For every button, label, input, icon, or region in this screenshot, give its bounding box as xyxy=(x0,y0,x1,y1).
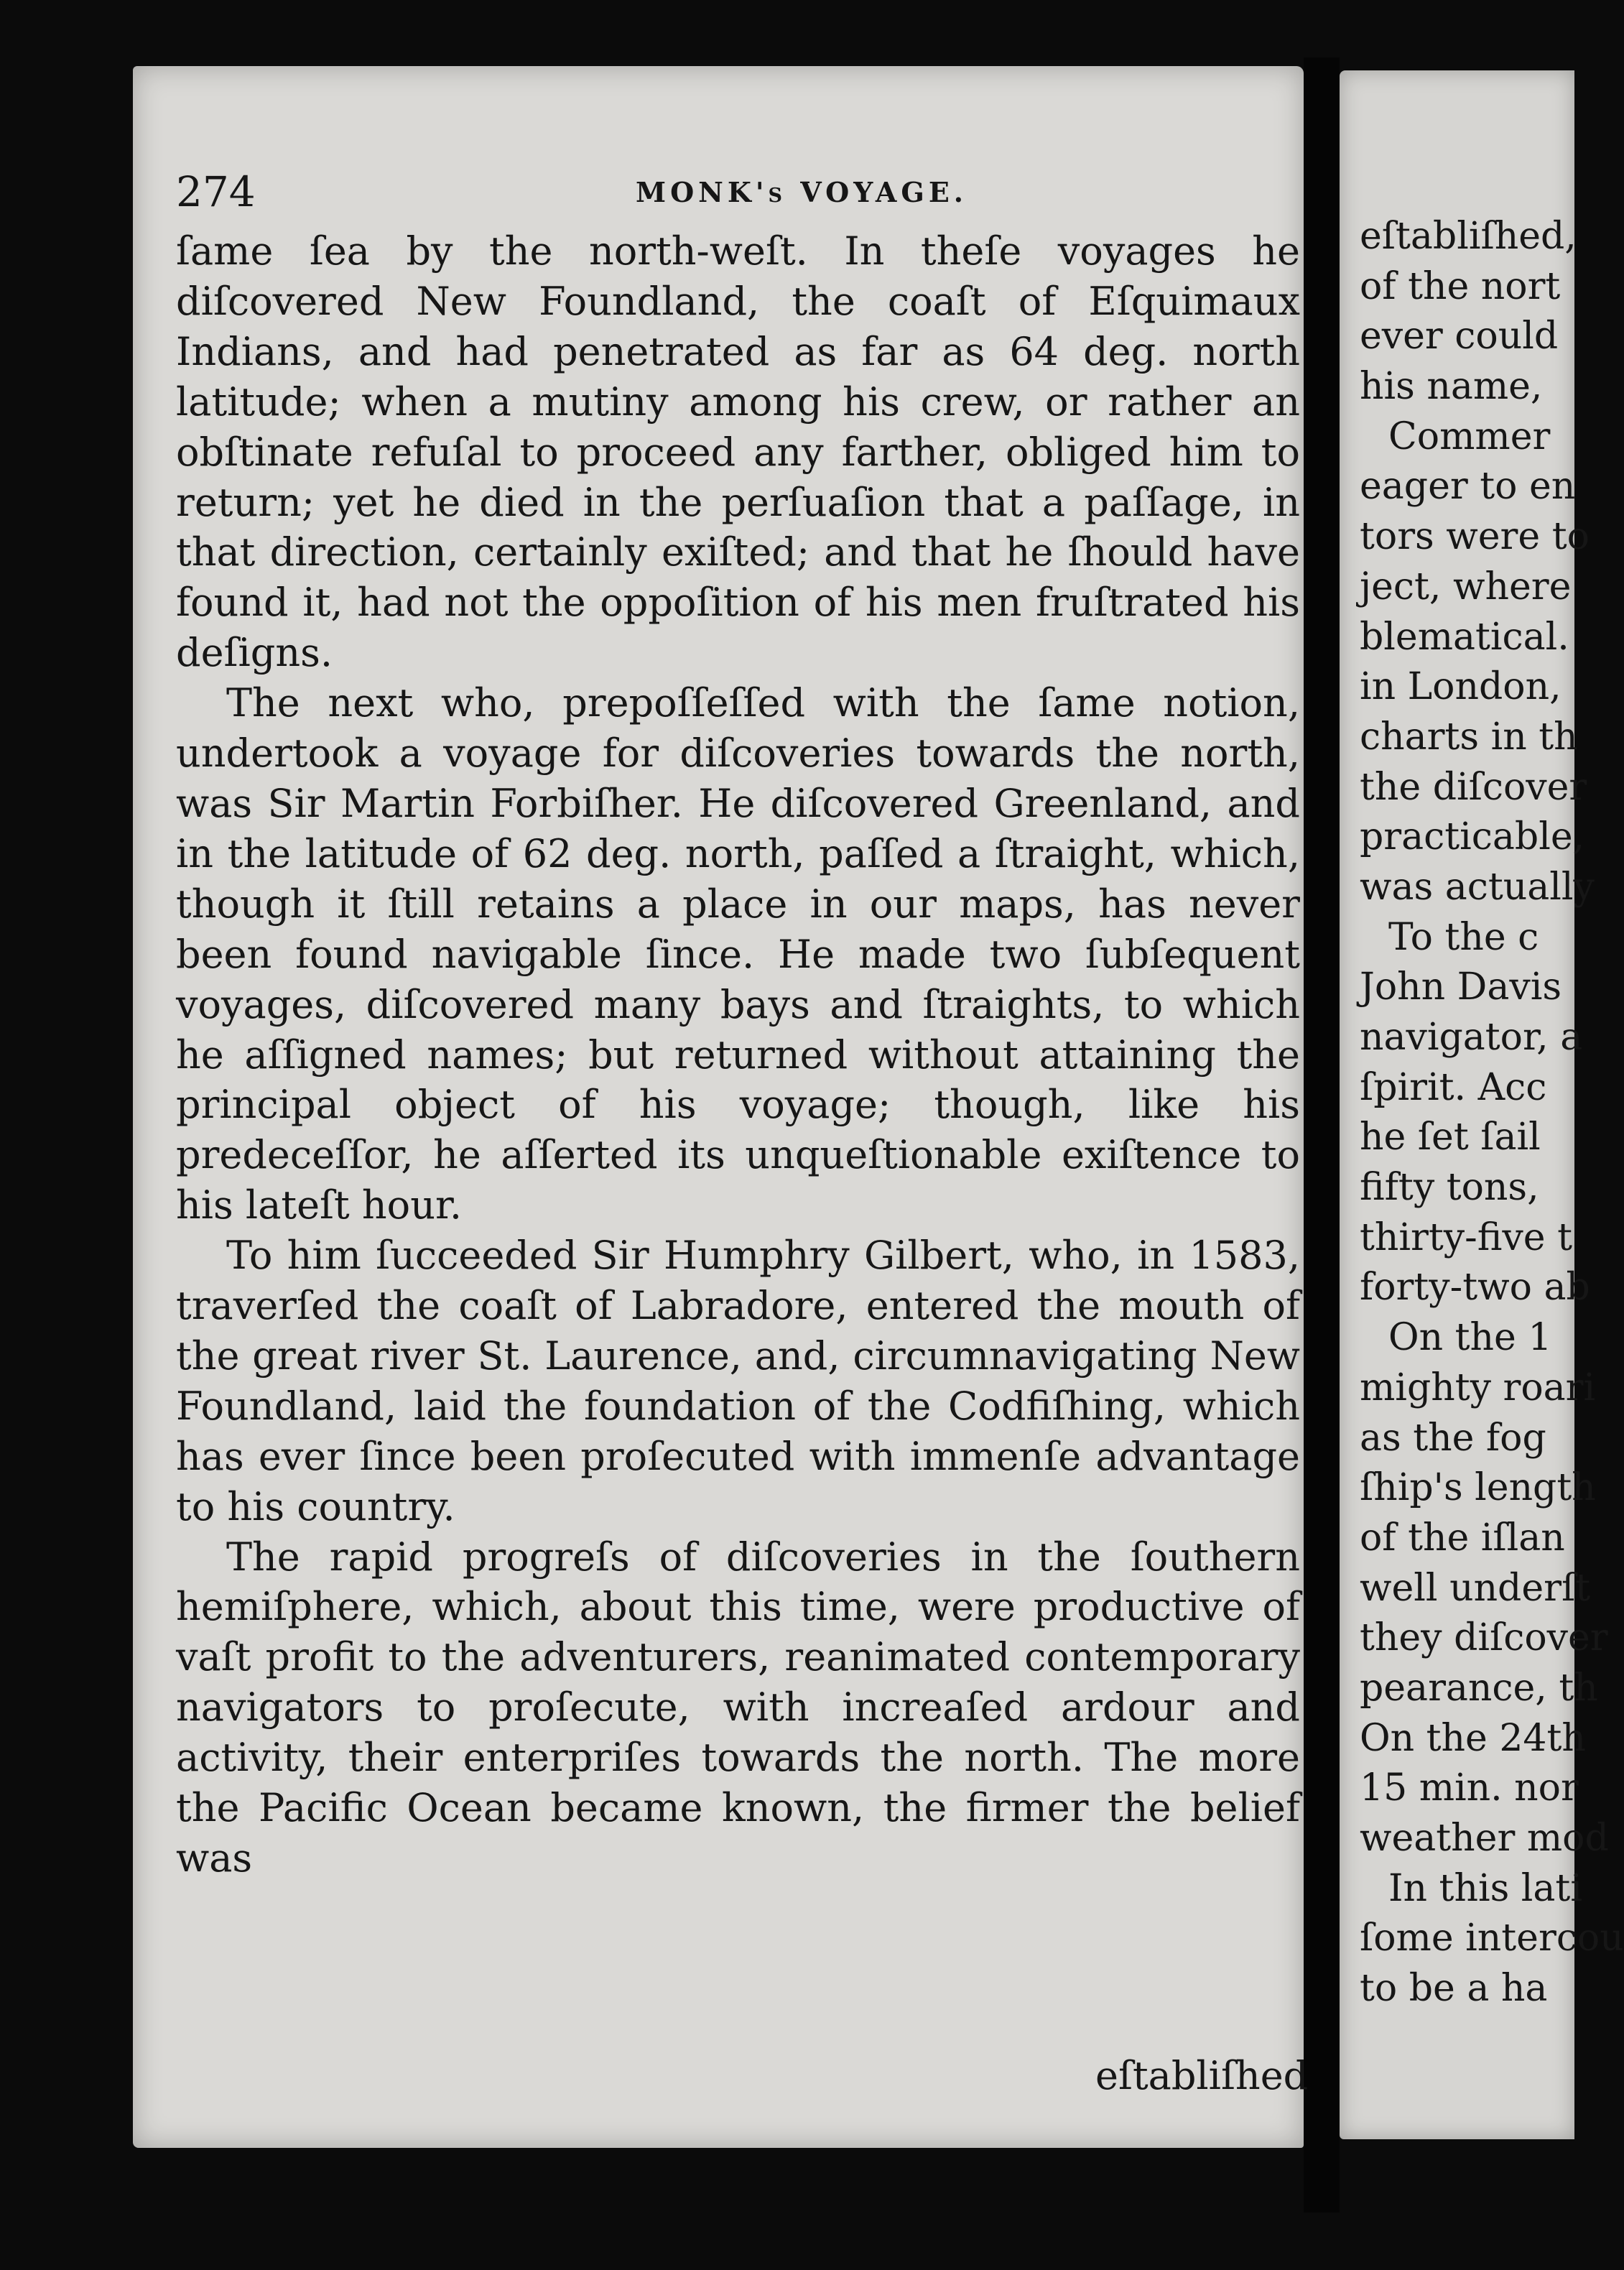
right-line: thirty-five t xyxy=(1360,1215,1572,1259)
right-line: the diſcover xyxy=(1360,765,1587,809)
right-line: On the 1 xyxy=(1388,1316,1552,1360)
right-line: ſhip's length xyxy=(1360,1466,1596,1510)
right-line: mighty roari xyxy=(1360,1366,1596,1409)
right-line: eager to en xyxy=(1360,465,1576,509)
paragraph-1: ſame ſea by the north-weſt. In theſe voyages he diſcovered New Foundland, the coaſt of Eſquimaux Indians, and had penetrated as far as 64 deg. north latitude; when a mutiny among his crew, or rather an obſtinate refuſal to proceed any farther, obliged him to return; yet he died in the perſuaſion that a paſſage, in that direction, certainly exiſted; and that he ſhould have found it, had not the oppoſition of his men fruſtrated his deſigns. xyxy=(176,228,1300,676)
right-line: eſtabliſhed, xyxy=(1360,215,1577,258)
right-line: as the fog xyxy=(1360,1416,1546,1460)
right-line: of the nort xyxy=(1360,264,1561,308)
right-line: ever could xyxy=(1360,315,1559,358)
right-line: well underſt xyxy=(1360,1566,1591,1610)
catchword: eſtabliſhed xyxy=(1095,2053,1309,2098)
right-line: John Davis xyxy=(1360,965,1562,1009)
right-line: ſpirit. Acc xyxy=(1360,1065,1547,1109)
right-line: 15 min. nor xyxy=(1360,1766,1579,1810)
right-line: To the c xyxy=(1388,915,1539,959)
right-line: his name, xyxy=(1360,365,1543,409)
right-line: forty-two ab xyxy=(1360,1266,1590,1310)
right-page-text xyxy=(1360,212,1624,2014)
right-line: ject, where xyxy=(1360,565,1572,608)
right-line: charts in th xyxy=(1360,715,1578,759)
paragraph-2: The next who, prepoſſeſſed with the ſame notion, undertook a voyage for diſcoveries towards the north, was Sir Martin Forbiſher. He diſcovered Greenland, and in the latitude of 62 deg. north, paſſed a ſtraight, which, though it ſtill retains a place in our maps, has never been found navigable ſince. He made two ſubſequent voyages, diſcovered many bays and ſtraights, to which he aſſigned names; but returned without attaining the principal object of his voyage; though, like his predeceſſor, he aſſerted its unqueſtionable exiſtence to his lateſt hour. xyxy=(176,680,1300,1228)
right-line: was actually xyxy=(1360,865,1595,909)
paragraph-3: To him ſucceeded Sir Humphry Gilbert, who, in 1583, traverſed the coaſt of Labradore, entered the mouth of the great river St. Laurence, and, circumnavigating New Foundland, laid the foundation of the Codfiſhing, which has ever ſince been proſecuted with immenſe advantage to his country. xyxy=(176,1233,1300,1529)
right-line: On the 24th xyxy=(1360,1716,1586,1760)
page-header xyxy=(176,162,1296,223)
right-line: he ſet ſail xyxy=(1360,1116,1541,1159)
right-line: In this lati xyxy=(1388,1866,1582,1910)
right-line: navigator, a xyxy=(1360,1016,1583,1059)
running-head: MONK's VOYAGE. xyxy=(636,176,968,208)
right-line: fifty tons, xyxy=(1360,1166,1539,1210)
right-line: practicable, xyxy=(1360,815,1585,859)
right-line: in London, xyxy=(1360,665,1562,709)
left-page-body xyxy=(176,226,1300,1884)
right-line: ſome intercou xyxy=(1360,1917,1624,1960)
right-line: pearance, th xyxy=(1360,1666,1598,1710)
right-line: Commer xyxy=(1388,414,1551,458)
right-line: blematical. xyxy=(1360,615,1569,659)
book-gutter xyxy=(1304,57,1340,2213)
right-line: weather mod xyxy=(1360,1817,1609,1860)
page-number: 274 xyxy=(176,167,256,216)
right-line: to be a ha xyxy=(1360,1967,1548,2011)
right-line: they diſcover xyxy=(1360,1616,1608,1660)
right-line: tors were to xyxy=(1360,515,1590,559)
paragraph-4: The rapid progreſs of diſcoveries in the ſouthern hemiſphere, which, about this time, were productive of vaſt profit to the adventurers, reanimated contemporary navigators to proſecute, with increaſed ardour and activity, their enterpriſes towards the north. The more the Pacific Ocean became known, the firmer the belief was xyxy=(176,1534,1300,1881)
right-line: of the iſlan xyxy=(1360,1516,1565,1560)
